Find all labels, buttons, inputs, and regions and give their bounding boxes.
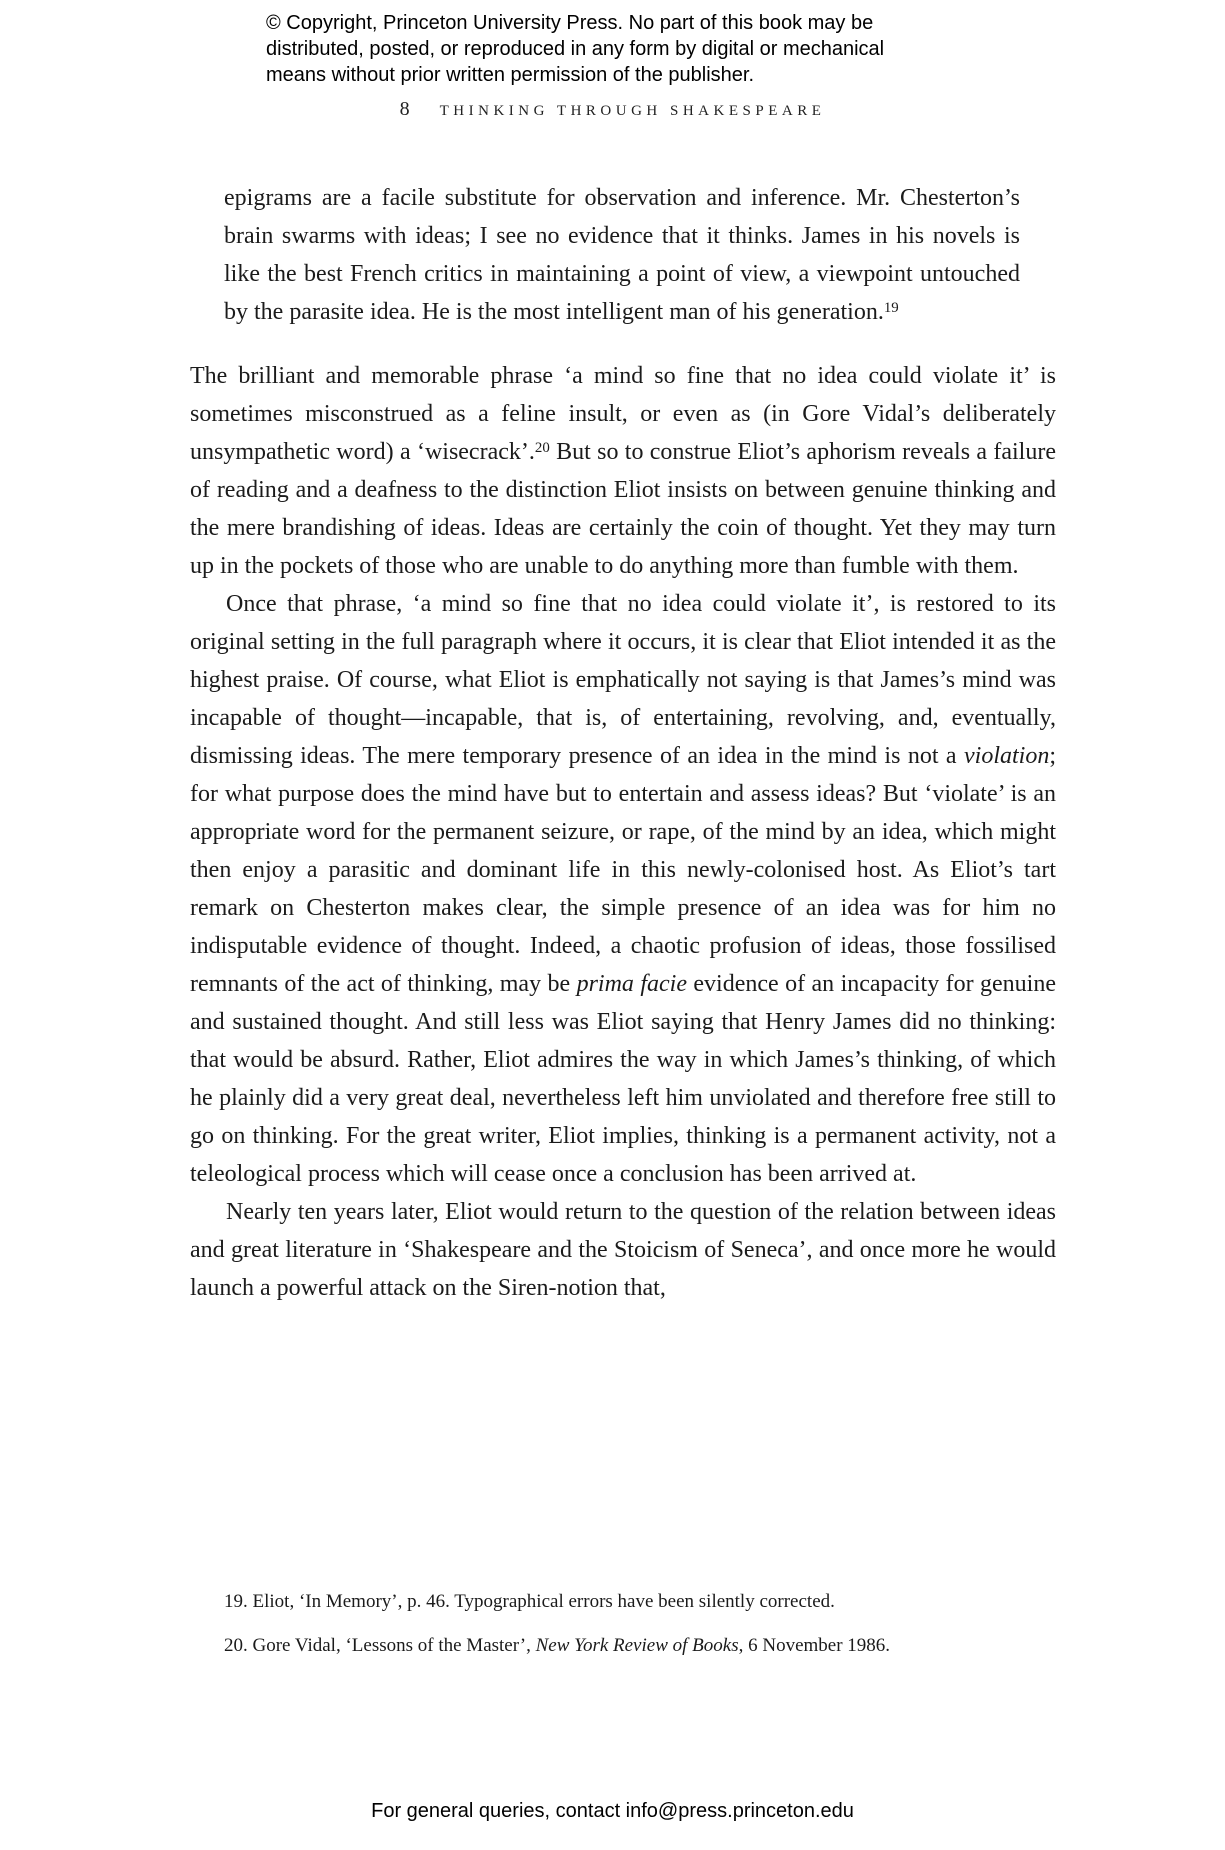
text-run: epigrams are a facile substitute for observation and inference. Mr. Chesterton’s brain swarms with ideas; I see no evidence that it thinks. James in his novels is like the best French critics in maintaining a point of view, a viewpoint untouched by the parasite idea. He is the most intelligent man of his generation. [224,185,1020,325]
running-head [400,98,826,121]
footnote [190,1580,1056,1624]
footnote-ref: 20 [534,440,550,457]
text-run: But so to construe Eliot’s aphorism reveals a failure of reading and a deafness to the distinction Eliot insists on between genuine thinking and the mere brandishing of ideas. Ideas are certainly the coin of thought. Yet they may turn up in the pockets of those who are unable to do anything more than fumble with them. [190,439,1056,579]
footnote [190,1624,1056,1668]
italic-text: New York Review of Books [535,1635,739,1656]
paragraph [190,585,1056,1193]
copyright-line: distributed, posted, or reproduced in any form by digital or mechanical [266,38,885,60]
copyright-line: © Copyright, Princeton University Press. No part of this book may be [266,12,874,34]
italic-text: violation [964,743,1050,769]
text-run: Nearly ten years later, Eliot would return to the question of the relation between ideas and great literature in ‘Shakespeare and the Stoicism of Seneca’, and once more he would launch a powerful attack on the Siren-notion that, [190,1199,1056,1301]
text-run: , 6 November 1986. [738,1635,891,1656]
footnotes [190,1580,1056,1668]
copyright-notice [266,10,884,88]
italic-text: prima facie [576,971,687,997]
block-quote [224,179,1020,331]
paragraph [190,1193,1056,1307]
text-run: The brilliant and memorable phrase ‘a mind so fine that no idea could violate it’ is sometimes misconstrued as a feline insult, or even as (in Gore Vidal’s deliberately unsympathetic word) a ‘wisecrack’. [190,363,1056,465]
running-head-title: THINKING THROUGH SHAKESPEARE [439,103,826,119]
page-footer: For general queries, contact info@press.princeton.edu [371,1800,854,1822]
paragraph [190,357,1056,585]
page-number: 8 [399,98,410,120]
copyright-line: means without prior written permission of the publisher. [266,64,755,86]
text-run: evidence of an incapacity for genuine and sustained thought. And still less was Eliot saying that Henry James did no thinking: that would be absurd. Rather, Eliot admires the way in which James’s thinking, of which he plainly did a very great deal, nevertheless left him unviolated and therefore free still to go on thinking. For the great writer, Eliot implies, thinking is a permanent activity, not a teleological process which will cease once a conclusion has been arrived at. [190,971,1056,1187]
text-run: 19. Eliot, ‘In Memory’, p. 46. Typographical errors have been silently corrected. [224,1591,835,1612]
body-text [190,179,1056,1307]
text-run: Once that phrase, ‘a mind so fine that no idea could violate it’, is restored to its original setting in the full paragraph where it occurs, it is clear that Eliot intended it as the highest praise. Of course, what Eliot is emphatically not saying is that James’s mind was incapable of thought—incapable, that is, of entertaining, revolving, and, eventually, dismissing ideas. The mere temporary presence of an idea in the mind is not a [190,591,1056,769]
text-run: ; for what purpose does the mind have but to entertain and assess ideas? But ‘violate’ is an appropriate word for the permanent seizure, or rape, of the mind by an idea, which might then enjoy a parasitic and dominant life in this newly-colonised host. As Eliot’s tart remark on Chesterton makes clear, the simple presence of an idea was for him no indisputable evidence of thought. Indeed, a chaotic profusion of ideas, those fossilised remnants of the act of thinking, may be [190,743,1056,997]
footnote-ref: 19 [883,300,899,317]
text-run: 20. Gore Vidal, ‘Lessons of the Master’, [224,1635,536,1656]
